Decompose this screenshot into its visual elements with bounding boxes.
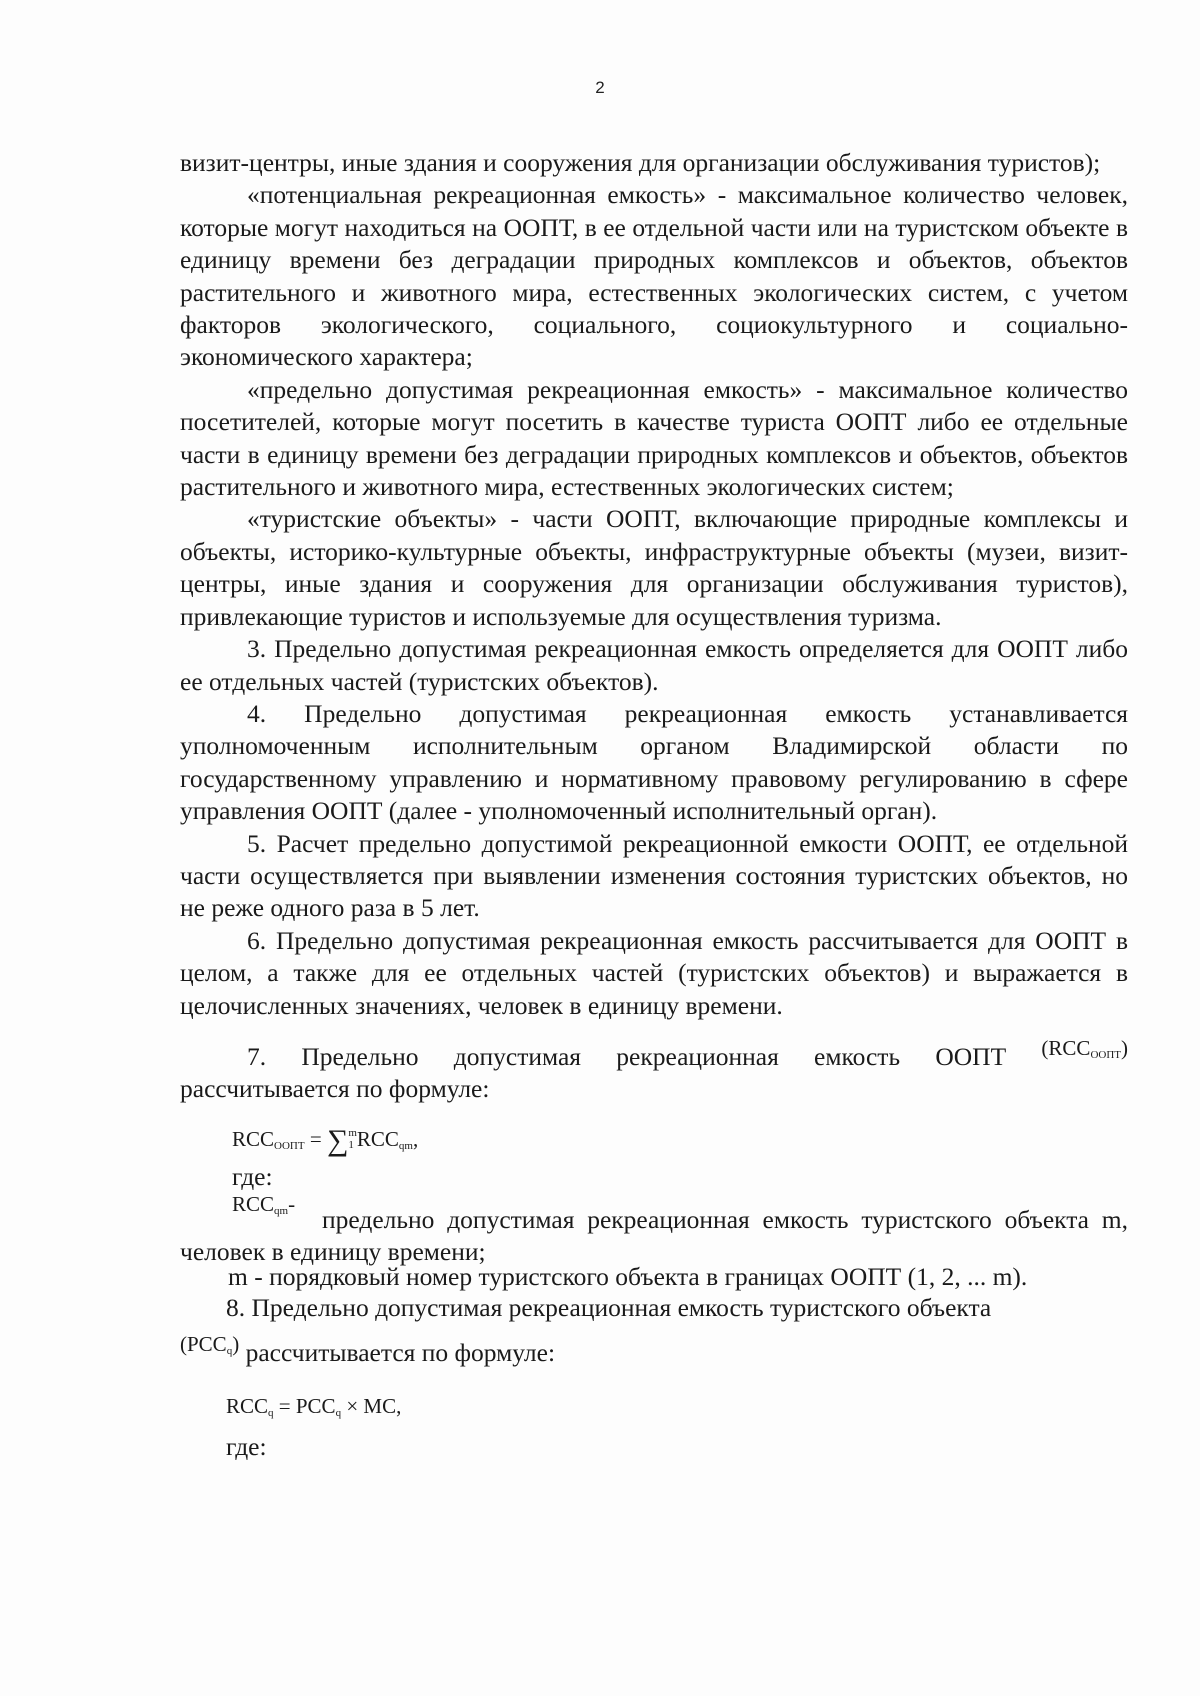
formula-lhs: RCC — [226, 1394, 269, 1418]
symbol-base: RCC — [1048, 1035, 1091, 1060]
sum-symbol: ∑ — [326, 1124, 349, 1157]
symbol-subscript: q — [226, 1345, 233, 1358]
clause-7 — [180, 1032, 1128, 1106]
formula-lhs-subscript: q — [268, 1407, 274, 1419]
formula-times: × — [341, 1394, 364, 1418]
symbol-base: PCC — [187, 1332, 227, 1357]
formula-mc: MC — [363, 1394, 397, 1418]
page-number: 2 — [595, 78, 605, 97]
formula-comma: , — [396, 1394, 402, 1418]
formula-rcc-oopt — [232, 1124, 418, 1158]
where-label-1: где: — [232, 1162, 273, 1191]
def-rcc-qm-text: предельно допустимая рекреационная емкость туристского объекта m, человек в единицу времени; — [180, 1205, 1128, 1267]
symbol-rcc-oopt — [1041, 1036, 1128, 1060]
definition-tourist-objects: «туристские объекты» - части ООПТ, включающие природные комплексы и объекты, историко-культурные объекты, инфраструктурные объекты (музеи, визит-центры, иные здания и сооружения для организации обслуживания туристов), привлекающие туристов и используемые для осуществления туризма. — [180, 504, 1128, 631]
sum-upper-limit: m — [348, 1127, 357, 1139]
formula-equals: = — [304, 1127, 327, 1151]
def-dash: - — [288, 1192, 296, 1216]
def-symbol-subscript: qm — [274, 1205, 289, 1217]
clause-6: 6. Предельно допустимая рекреационная емкость рассчитывается для ООПТ в целом, а также для ее отдельных частей (туристских объектов) и выражается в целочисленных значениях, человек в единицу времени. — [180, 925, 1128, 1020]
formula-pcc-subscript: q — [335, 1407, 342, 1419]
clause-5: 5. Расчет предельно допустимой рекреационной емкости ООПТ, ее отдельной части осуществляется при выявлении изменения состояния туристских объектов, но не реже одного раза в 5 лет. — [180, 828, 1128, 923]
def-symbol-base: RCC — [232, 1192, 275, 1216]
symbol-subscript: ООПТ — [1090, 1048, 1121, 1061]
formula-rcc-q — [226, 1394, 401, 1419]
where-label-2: где: — [226, 1432, 267, 1461]
sum-limits — [348, 1127, 357, 1151]
clause-7-end: рассчитывается по формуле: — [180, 1074, 490, 1104]
clause-4: 4. Предельно допустимая рекреационная емкость устанавливается уполномоченным исполнительным органом Владимирской области по государственному управлению и нормативному правовому регулированию в сфере управления ООПТ (далее - уполномоченный исполнительный орган). — [180, 698, 1128, 826]
paren-close: ) — [1121, 1035, 1128, 1060]
formula-pcc: PCC — [295, 1394, 336, 1418]
definition-max-capacity: «предельно допустимая рекреационная емкость» - максимальное количество посетителей, которые могут посетить в качестве туриста ООПТ либо ее отдельные части в единицу времени без деградации природных комплексов и объектов, объектов растительного и животного мира, естественных экологических систем; — [180, 374, 1128, 502]
formula-lhs: RCC — [232, 1127, 275, 1151]
definition-m: m - порядковый номер туристского объекта в границах ООПТ (1, 2, ... m). — [228, 1262, 1028, 1291]
formula-lhs-subscript: ООПТ — [274, 1140, 305, 1152]
clause-8-text: 8. Предельно допустимая рекреационная емкость туристского объекта — [226, 1293, 992, 1322]
clause-7-text: 7. Предельно допустимая рекреационная емкость ООПТ — [247, 1041, 1007, 1071]
document-body — [180, 147, 1128, 1106]
formula-comma: , — [412, 1127, 419, 1151]
symbol-pcc-q — [180, 1332, 239, 1356]
definition-rcc-qm — [180, 1192, 1128, 1267]
formula-rhs-subscript: qm — [398, 1140, 413, 1152]
formula-rhs: RCC — [356, 1127, 399, 1151]
sum-lower-limit: 1 — [348, 1139, 354, 1151]
clause-8 — [180, 1292, 1128, 1373]
paragraph-continuation: визит-центры, иные здания и сооружения для организации обслуживания туристов); — [180, 148, 1101, 177]
paren-open: ( — [1041, 1035, 1049, 1060]
definition-potential-capacity: «потенциальная рекреационная емкость» - максимальное количество человек, которые могут находиться на ООПТ, в ее отдельной части или на туристском объекте в единицу времени без деградации природных комплексов и объектов, объектов растительного и животного мира, естественных экологических систем, с учетом факторов экологического, социального, социокультурного и социально-экономического характера; — [180, 180, 1128, 372]
paren-open: ( — [180, 1332, 187, 1357]
paren-close: ) — [232, 1332, 240, 1357]
clause-8-line2 — [180, 1324, 1128, 1373]
clause-8-end: рассчитывается по формуле: — [245, 1338, 556, 1368]
formula-equals: = — [273, 1394, 296, 1418]
clause-3: 3. Предельно допустимая рекреационная емкость определяется для ООПТ либо ее отдельных частей (туристских объектов). — [180, 634, 1128, 696]
